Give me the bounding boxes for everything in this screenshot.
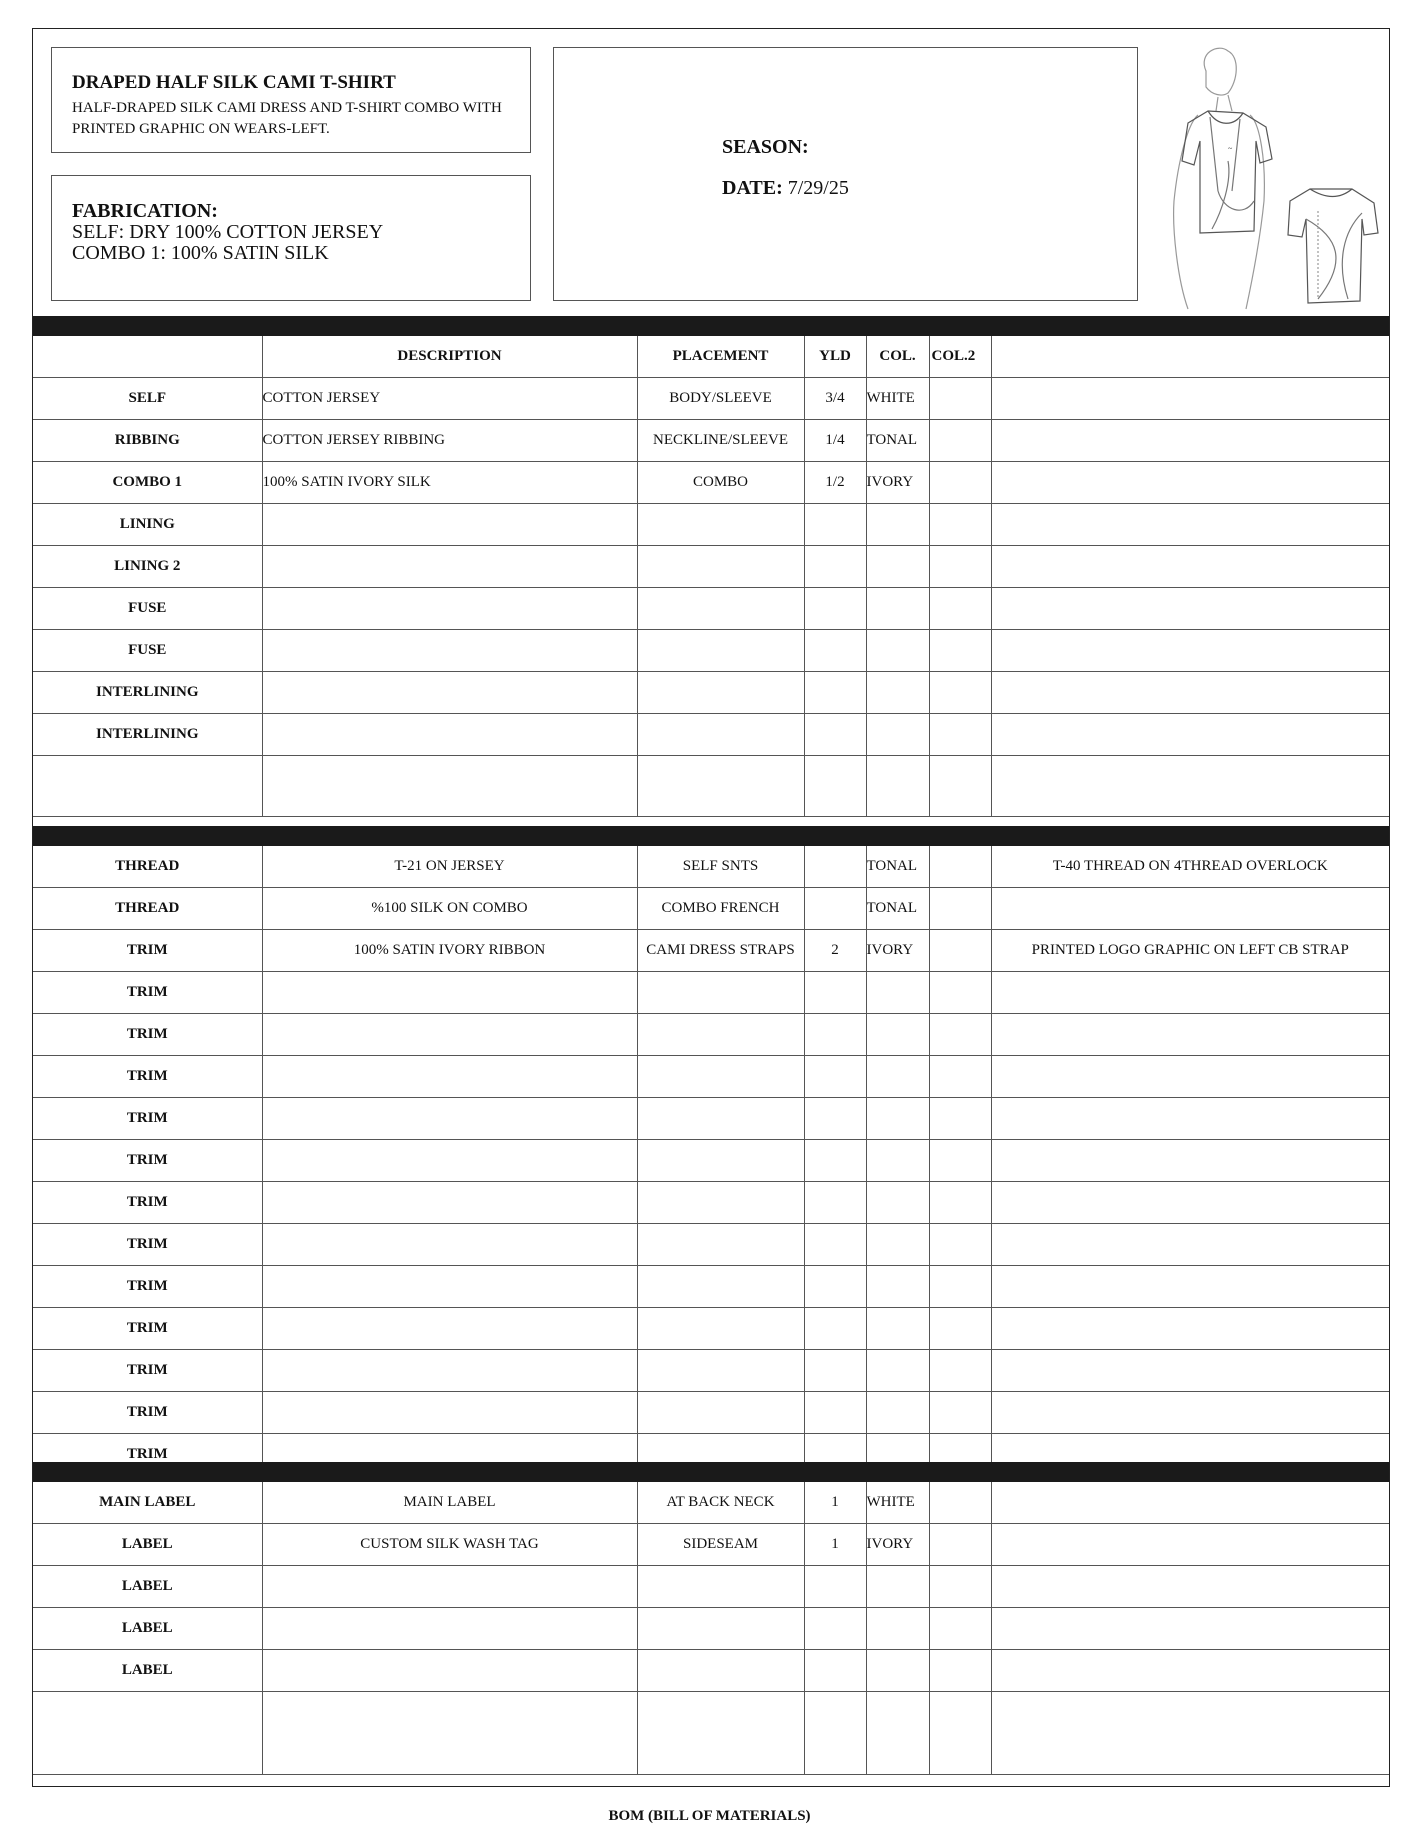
- cell-col2: [929, 1392, 991, 1434]
- table-row: [33, 504, 1389, 546]
- cell-yld: [804, 1566, 866, 1608]
- cell-note: [991, 1350, 1389, 1392]
- cell-note: [991, 1692, 1389, 1775]
- cell-yld: 3/4: [804, 378, 866, 420]
- date-field: [722, 177, 849, 200]
- cell-col2: [929, 1056, 991, 1098]
- row-label: LINING: [33, 504, 262, 546]
- cell-yld: 2: [804, 930, 866, 972]
- cell-yld: 1: [804, 1482, 866, 1524]
- table-row: [33, 1608, 1389, 1650]
- cell-placement: [637, 972, 804, 1014]
- row-label: TRIM: [33, 1014, 262, 1056]
- cell-col2: [929, 1692, 991, 1775]
- label-table: [33, 1482, 1389, 1775]
- cell-note: [991, 1182, 1389, 1224]
- cell-description: [262, 1056, 637, 1098]
- cell-col: IVORY: [866, 930, 929, 972]
- cell-description: 100% SATIN IVORY SILK: [262, 462, 637, 504]
- col-header-col: COL.: [866, 336, 929, 378]
- cell-yld: [804, 1266, 866, 1308]
- table-row: [33, 588, 1389, 630]
- fabric-table: [33, 336, 1389, 817]
- cell-col2: [929, 420, 991, 462]
- cell-placement: [637, 1182, 804, 1224]
- cell-description: [262, 546, 637, 588]
- cell-note: [991, 1140, 1389, 1182]
- cell-col2: [929, 1350, 991, 1392]
- cell-col2: [929, 1224, 991, 1266]
- section-divider-band: [33, 826, 1389, 846]
- cell-placement: BODY/SLEEVE: [637, 378, 804, 420]
- cell-col: [866, 1224, 929, 1266]
- table-row: [33, 630, 1389, 672]
- cell-col: TONAL: [866, 846, 929, 888]
- row-label: TRIM: [33, 1056, 262, 1098]
- cell-note: [991, 672, 1389, 714]
- cell-col: [866, 1350, 929, 1392]
- cell-col: [866, 630, 929, 672]
- cell-col2: [929, 504, 991, 546]
- cell-yld: 1: [804, 1524, 866, 1566]
- garment-flat-sketch-icon: [1148, 41, 1418, 311]
- cell-description: [262, 672, 637, 714]
- cell-yld: [804, 630, 866, 672]
- cell-placement: SIDESEAM: [637, 1524, 804, 1566]
- fabrication-self: SELF: DRY 100% COTTON JERSEY: [72, 221, 384, 243]
- cell-col: [866, 1014, 929, 1056]
- style-description: HALF-DRAPED SILK CAMI DRESS AND T-SHIRT COMBO WITH PRINTED GRAPHIC ON WEARS-LEFT.: [72, 100, 502, 137]
- col-header-col2: COL.2: [929, 336, 991, 378]
- row-label: LABEL: [33, 1566, 262, 1608]
- cell-col: [866, 546, 929, 588]
- cell-yld: [804, 1308, 866, 1350]
- cell-col: [866, 588, 929, 630]
- cell-description: [262, 1566, 637, 1608]
- row-label: FUSE: [33, 588, 262, 630]
- row-label: TRIM: [33, 1098, 262, 1140]
- table-row: [33, 672, 1389, 714]
- cell-note: [991, 1392, 1389, 1434]
- cell-description: [262, 714, 637, 756]
- table-row: [33, 972, 1389, 1014]
- cell-placement: [637, 756, 804, 817]
- cell-description: [262, 1392, 637, 1434]
- table-row: [33, 1524, 1389, 1566]
- row-label: FUSE: [33, 630, 262, 672]
- cell-placement: COMBO FRENCH: [637, 888, 804, 930]
- cell-yld: [804, 672, 866, 714]
- cell-note: [991, 1014, 1389, 1056]
- cell-yld: [804, 588, 866, 630]
- date-value: 7/29/25: [787, 177, 849, 199]
- table-row: [33, 1182, 1389, 1224]
- season-label: SEASON:: [722, 136, 809, 158]
- table-row: [33, 378, 1389, 420]
- cell-note: [991, 462, 1389, 504]
- cell-yld: [804, 1014, 866, 1056]
- cell-col2: [929, 1182, 991, 1224]
- row-label: INTERLINING: [33, 672, 262, 714]
- cell-col2: [929, 1566, 991, 1608]
- cell-yld: [804, 714, 866, 756]
- cell-col: [866, 1566, 929, 1608]
- cell-placement: [637, 1650, 804, 1692]
- cell-placement: [637, 588, 804, 630]
- cell-description: [262, 1266, 637, 1308]
- cell-col2: [929, 756, 991, 817]
- cell-placement: [637, 1140, 804, 1182]
- cell-yld: [804, 1608, 866, 1650]
- cell-note: [991, 1524, 1389, 1566]
- cell-note: [991, 1482, 1389, 1524]
- table-row: [33, 1266, 1389, 1308]
- row-label: THREAD: [33, 846, 262, 888]
- cell-col: [866, 1692, 929, 1775]
- table-row: [33, 888, 1389, 930]
- cell-note: [991, 1266, 1389, 1308]
- cell-yld: 1/4: [804, 420, 866, 462]
- cell-note: [991, 1056, 1389, 1098]
- cell-placement: [637, 1056, 804, 1098]
- table-row: [33, 546, 1389, 588]
- row-label: THREAD: [33, 888, 262, 930]
- table-header-row: [33, 336, 1389, 378]
- section-divider-band: [33, 316, 1389, 336]
- cell-yld: [804, 846, 866, 888]
- cell-description: CUSTOM SILK WASH TAG: [262, 1524, 637, 1566]
- cell-placement: [637, 1350, 804, 1392]
- cell-description: [262, 1608, 637, 1650]
- row-label: LABEL: [33, 1650, 262, 1692]
- row-label: MAIN LABEL: [33, 1482, 262, 1524]
- cell-col2: [929, 1608, 991, 1650]
- cell-description: T-21 ON JERSEY: [262, 846, 637, 888]
- cell-col: IVORY: [866, 462, 929, 504]
- cell-placement: [637, 1224, 804, 1266]
- cell-placement: COMBO: [637, 462, 804, 504]
- cell-col: [866, 504, 929, 546]
- cell-description: [262, 1098, 637, 1140]
- cell-description: [262, 588, 637, 630]
- cell-col2: [929, 1266, 991, 1308]
- row-label: TRIM: [33, 1350, 262, 1392]
- col-header-yld: YLD: [804, 336, 866, 378]
- cell-note: [991, 546, 1389, 588]
- cell-note: [991, 504, 1389, 546]
- cell-col: [866, 1182, 929, 1224]
- cell-col2: [929, 672, 991, 714]
- cell-description: [262, 1182, 637, 1224]
- cell-description: 100% SATIN IVORY RIBBON: [262, 930, 637, 972]
- cell-col: [866, 1266, 929, 1308]
- col-header-placement: PLACEMENT: [637, 336, 804, 378]
- table-row: [33, 1692, 1389, 1775]
- cell-description: COTTON JERSEY RIBBING: [262, 420, 637, 462]
- cell-placement: [637, 630, 804, 672]
- cell-yld: 1/2: [804, 462, 866, 504]
- cell-col: WHITE: [866, 1482, 929, 1524]
- cell-col: TONAL: [866, 420, 929, 462]
- cell-col2: [929, 546, 991, 588]
- table-row: [33, 1566, 1389, 1608]
- cell-placement: SELF SNTS: [637, 846, 804, 888]
- section-divider-band: [33, 1462, 1389, 1482]
- row-label: TRIM: [33, 1224, 262, 1266]
- col-header-description: DESCRIPTION: [262, 336, 637, 378]
- table-row: [33, 846, 1389, 888]
- table-row: [33, 1140, 1389, 1182]
- cell-yld: [804, 1140, 866, 1182]
- cell-description: [262, 1692, 637, 1775]
- cell-description: %100 SILK ON COMBO: [262, 888, 637, 930]
- cell-col2: [929, 1014, 991, 1056]
- fabrication-combo: COMBO 1: 100% SATIN SILK: [72, 242, 329, 264]
- table-row: [33, 1014, 1389, 1056]
- cell-placement: [637, 1692, 804, 1775]
- row-label: LINING 2: [33, 546, 262, 588]
- cell-col2: [929, 972, 991, 1014]
- cell-col: [866, 672, 929, 714]
- table-row: [33, 1392, 1389, 1434]
- table-row: [33, 1650, 1389, 1692]
- cell-col: TONAL: [866, 888, 929, 930]
- style-title: DRAPED HALF SILK CAMI T-SHIRT: [72, 72, 396, 93]
- season-date-box: [553, 47, 1138, 301]
- cell-col: [866, 972, 929, 1014]
- cell-description: [262, 1350, 637, 1392]
- cell-placement: [637, 1392, 804, 1434]
- cell-col2: [929, 714, 991, 756]
- row-label: SELF: [33, 378, 262, 420]
- cell-yld: [804, 504, 866, 546]
- cell-description: [262, 1308, 637, 1350]
- cell-note: [991, 1608, 1389, 1650]
- row-label: TRIM: [33, 972, 262, 1014]
- cell-yld: [804, 1224, 866, 1266]
- cell-description: COTTON JERSEY: [262, 378, 637, 420]
- cell-note: PRINTED LOGO GRAPHIC ON LEFT CB STRAP: [991, 930, 1389, 972]
- cell-col2: [929, 1308, 991, 1350]
- cell-note: [991, 1224, 1389, 1266]
- cell-description: [262, 756, 637, 817]
- row-label: TRIM: [33, 1266, 262, 1308]
- cell-col: [866, 1608, 929, 1650]
- cell-placement: [637, 1014, 804, 1056]
- row-label: RIBBING: [33, 420, 262, 462]
- cell-placement: [637, 714, 804, 756]
- cell-placement: CAMI DRESS STRAPS: [637, 930, 804, 972]
- svg-text:~: ~: [1228, 144, 1233, 153]
- cell-col2: [929, 846, 991, 888]
- cell-note: [991, 378, 1389, 420]
- cell-col2: [929, 1098, 991, 1140]
- style-title-box: [51, 47, 531, 153]
- cell-col2: [929, 1482, 991, 1524]
- row-label: TRIM: [33, 930, 262, 972]
- cell-yld: [804, 1650, 866, 1692]
- trim-table: [33, 846, 1389, 1476]
- cell-col: [866, 1140, 929, 1182]
- cell-col: IVORY: [866, 1524, 929, 1566]
- row-label: TRIM: [33, 1140, 262, 1182]
- cell-placement: [637, 546, 804, 588]
- cell-col: [866, 1098, 929, 1140]
- cell-placement: [637, 1266, 804, 1308]
- cell-yld: [804, 546, 866, 588]
- cell-note: T-40 THREAD ON 4THREAD OVERLOCK: [991, 846, 1389, 888]
- table-row: [33, 462, 1389, 504]
- cell-col2: [929, 462, 991, 504]
- cell-col2: [929, 1524, 991, 1566]
- table-row: [33, 1098, 1389, 1140]
- cell-placement: [637, 672, 804, 714]
- table-row: [33, 1482, 1389, 1524]
- row-label: COMBO 1: [33, 462, 262, 504]
- cell-description: [262, 1224, 637, 1266]
- table-row: [33, 1350, 1389, 1392]
- cell-yld: [804, 1350, 866, 1392]
- cell-col: [866, 1056, 929, 1098]
- cell-note: [991, 714, 1389, 756]
- fabrication-box: [51, 175, 531, 301]
- cell-note: [991, 888, 1389, 930]
- row-label: LABEL: [33, 1524, 262, 1566]
- date-label: DATE:: [722, 177, 783, 199]
- cell-col2: [929, 930, 991, 972]
- bom-sheet: [32, 28, 1390, 1787]
- cell-note: [991, 1650, 1389, 1692]
- cell-col: [866, 756, 929, 817]
- cell-note: [991, 1098, 1389, 1140]
- cell-note: [991, 972, 1389, 1014]
- row-label: [33, 1692, 262, 1775]
- cell-placement: [637, 1566, 804, 1608]
- cell-col: [866, 1650, 929, 1692]
- cell-col: [866, 1308, 929, 1350]
- table-row: [33, 1224, 1389, 1266]
- cell-note: [991, 588, 1389, 630]
- cell-description: [262, 504, 637, 546]
- cell-description: [262, 1140, 637, 1182]
- cell-note: [991, 756, 1389, 817]
- cell-col2: [929, 1650, 991, 1692]
- row-label: TRIM: [33, 1182, 262, 1224]
- row-label: TRIM: [33, 1434, 262, 1476]
- cell-col2: [929, 588, 991, 630]
- cell-yld: [804, 888, 866, 930]
- cell-placement: [637, 1608, 804, 1650]
- row-label: INTERLINING: [33, 714, 262, 756]
- cell-col2: [929, 630, 991, 672]
- cell-placement: AT BACK NECK: [637, 1482, 804, 1524]
- cell-note: [991, 1566, 1389, 1608]
- cell-placement: [637, 1308, 804, 1350]
- cell-col2: [929, 378, 991, 420]
- cell-description: MAIN LABEL: [262, 1482, 637, 1524]
- cell-description: [262, 1014, 637, 1056]
- table-row: [33, 756, 1389, 817]
- cell-yld: [804, 1392, 866, 1434]
- cell-yld: [804, 972, 866, 1014]
- cell-placement: [637, 1098, 804, 1140]
- cell-col2: [929, 1140, 991, 1182]
- table-row: [33, 1056, 1389, 1098]
- table-row: [33, 420, 1389, 462]
- cell-yld: [804, 1098, 866, 1140]
- table-row: [33, 714, 1389, 756]
- cell-col: [866, 714, 929, 756]
- cell-col: [866, 1392, 929, 1434]
- row-label: LABEL: [33, 1608, 262, 1650]
- footer-title: BOM (BILL OF MATERIALS): [608, 1808, 811, 1824]
- fabrication-label: FABRICATION:: [72, 200, 218, 222]
- cell-col: WHITE: [866, 378, 929, 420]
- cell-yld: [804, 1056, 866, 1098]
- cell-note: [991, 420, 1389, 462]
- cell-col2: [929, 888, 991, 930]
- row-label: TRIM: [33, 1308, 262, 1350]
- cell-note: [991, 1308, 1389, 1350]
- table-row: [33, 1308, 1389, 1350]
- cell-yld: [804, 756, 866, 817]
- cell-yld: [804, 1182, 866, 1224]
- cell-placement: NECKLINE/SLEEVE: [637, 420, 804, 462]
- row-label: [33, 756, 262, 817]
- cell-description: [262, 972, 637, 1014]
- table-row: [33, 930, 1389, 972]
- cell-description: [262, 630, 637, 672]
- cell-placement: [637, 504, 804, 546]
- cell-description: [262, 1650, 637, 1692]
- row-label: TRIM: [33, 1392, 262, 1434]
- cell-note: [991, 630, 1389, 672]
- cell-yld: [804, 1692, 866, 1775]
